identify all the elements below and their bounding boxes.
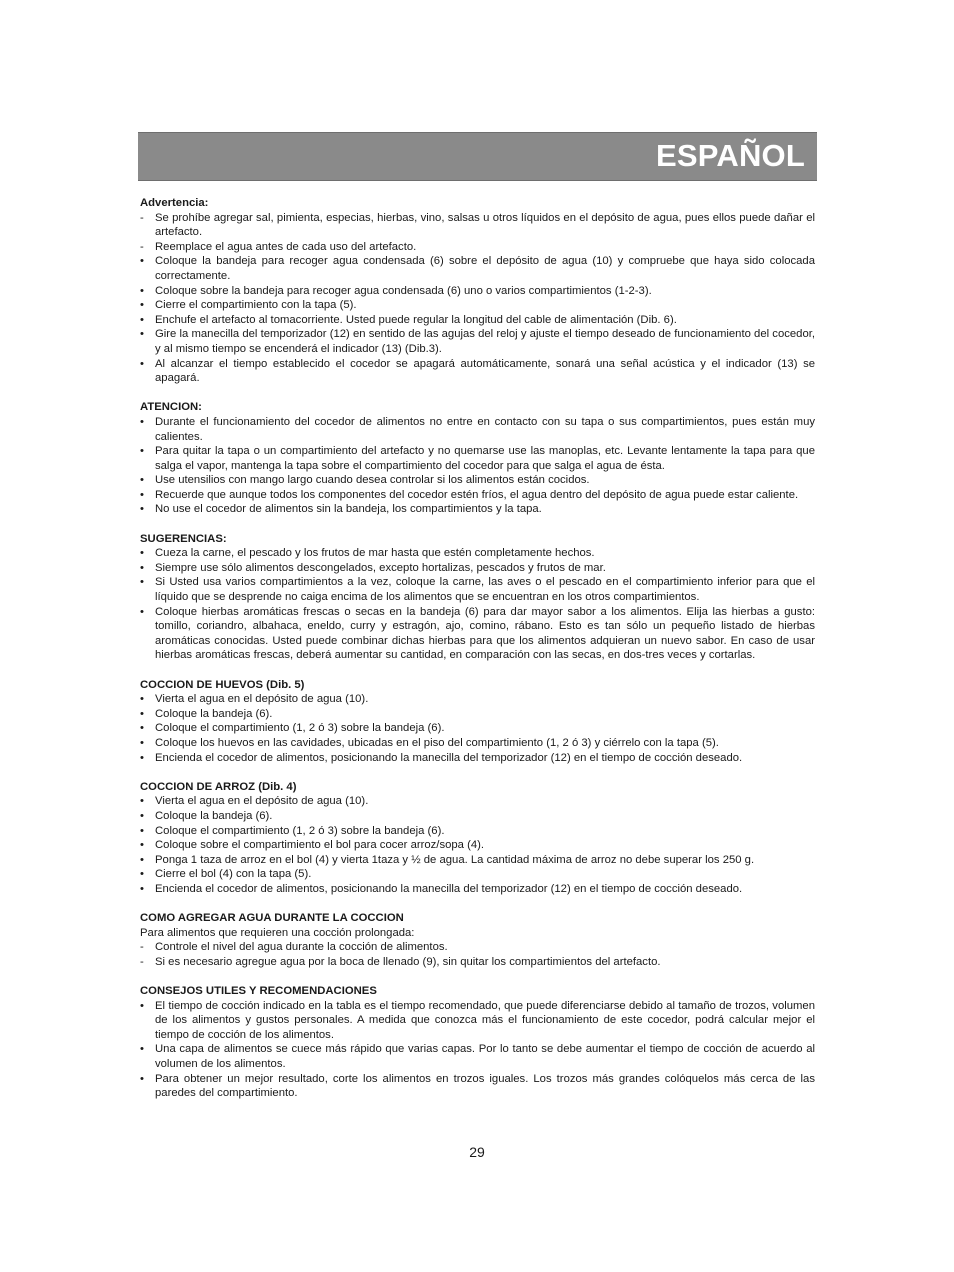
list-item-text: Si Usted usa varios compartimientos a la vez, coloque la carne, las aves o el pescado en el compartimiento inferior para que el líquido que se desprende no caiga encima de los alimentos que se encuentran en los otros compartimientos. xyxy=(155,576,815,604)
list-item-text: Una capa de alimentos se cuece más rápido que varias capas. Por lo tanto se debe aumentar el tiempo de cocción de acuerdo al volumen de los alimentos. xyxy=(155,1043,815,1071)
list-item-text: Coloque el compartimiento (1, 2 ó 3) sobre la bandeja (6). xyxy=(155,824,445,837)
list-item-text: Recuerde que aunque todos los componentes del cocedor estén fríos, el agua dentro del depósito de agua puede estar caliente. xyxy=(155,488,799,501)
section-heading: COCCION DE ARROZ (Dib. 4) xyxy=(140,780,297,793)
item-list xyxy=(140,692,815,765)
section-heading: CONSEJOS UTILES Y RECOMENDACIONES xyxy=(140,985,377,998)
bullet-icon: • xyxy=(140,488,144,501)
list-item xyxy=(140,794,815,809)
list-item xyxy=(140,1042,815,1071)
item-list xyxy=(140,940,815,969)
bullet-icon: • xyxy=(140,824,144,837)
list-item-text: Vierta el agua en el depósito de agua (10). xyxy=(155,795,369,808)
item-list xyxy=(140,415,815,517)
bullet-icon: • xyxy=(140,445,144,458)
section-heading: COCCION DE HUEVOS (Dib. 5) xyxy=(140,678,305,691)
list-item xyxy=(140,955,815,970)
bullet-icon: • xyxy=(140,357,144,370)
list-item-text: Coloque la bandeja para recoger agua condensada (6) sobre el depósito de agua (10) y compruebe que haya sido colocada correctamente. xyxy=(155,255,815,282)
list-item-text: Encienda el cocedor de alimentos, posicionando la manecilla del temporizador (12) en el tiempo de cocción deseado. xyxy=(155,882,743,895)
list-item xyxy=(140,254,815,283)
bullet-icon: • xyxy=(140,795,144,808)
list-item xyxy=(140,444,815,473)
language-title: ESPAÑOL xyxy=(656,138,805,173)
page-number: 29 xyxy=(469,1144,485,1160)
list-item-text: Coloque los huevos en las cavidades, ubicadas en el piso del compartimiento (1, 2 ó 3) y ciérrelo con la tapa (5). xyxy=(155,736,719,749)
list-item xyxy=(140,736,815,751)
bullet-icon: • xyxy=(140,503,144,516)
list-item xyxy=(140,751,815,766)
list-item-text: Use utensilios con mango largo cuando desea controlar si los alimentos están cocidos. xyxy=(155,474,590,487)
item-list xyxy=(140,211,815,386)
list-item xyxy=(140,298,815,313)
section xyxy=(140,400,815,517)
list-item xyxy=(140,809,815,824)
list-item-text: Siempre use sólo alimentos descongelados, excepto hortalizas, pescados y frutos de mar. xyxy=(155,561,606,574)
bullet-icon: • xyxy=(140,853,144,866)
language-header-band xyxy=(138,132,817,181)
list-item-text: Enchufe el artefacto al tomacorriente. Usted puede regular la longitud del cable de alimentación (Dib. 6). xyxy=(155,313,677,326)
list-item xyxy=(140,488,815,503)
section xyxy=(140,678,815,766)
list-item-text: Coloque la bandeja (6). xyxy=(155,707,273,720)
bullet-icon: • xyxy=(140,839,144,852)
list-item xyxy=(140,415,815,444)
section xyxy=(140,532,815,663)
list-item-text: Al alcanzar el tiempo establecido el cocedor se apagará automáticamente, sonará una señal acústica y el indicador (13) se apagará. xyxy=(155,357,815,385)
list-item xyxy=(140,882,815,897)
list-item-text: Gire la manecilla del temporizador (12) en sentido de las agujas del reloj y ajuste el tiempo deseado de funcionamiento del cocedor, y al mismo tiempo se encenderá el indicador (13) (Dib.3). xyxy=(155,328,815,355)
bullet-icon: • xyxy=(140,474,144,487)
list-item-text: Coloque el compartimiento (1, 2 ó 3) sobre la bandeja (6). xyxy=(155,722,445,735)
list-item-text: Cierre el bol (4) con la tapa (5). xyxy=(155,868,312,881)
list-item xyxy=(140,502,815,517)
section xyxy=(140,196,815,386)
bullet-icon: • xyxy=(140,415,144,428)
list-item xyxy=(140,605,815,663)
list-item-text: Para quitar la tapa o un compartimiento del artefacto y no quemarse use las manoplas, etc. Levante lentamente la tapa para que salga el vapor, mantenga la tapa sobre el compartimiento del cocedor para que salga el agua de ésta. xyxy=(155,445,815,472)
section-intro: Para alimentos que requieren una cocción prolongada: xyxy=(140,926,415,939)
bullet-icon: • xyxy=(140,999,144,1012)
bullet-icon: • xyxy=(140,576,144,589)
list-item-text: Encienda el cocedor de alimentos, posicionando la manecilla del temporizador (12) en el tiempo de cocción deseado. xyxy=(155,751,743,764)
section-heading: Advertencia: xyxy=(140,197,209,209)
list-item-text: Coloque la bandeja (6). xyxy=(155,809,273,822)
list-item-text: Se prohíbe agregar sal, pimienta, especias, hierbas, vino, salsas u otros líquidos en el depósito de agua, pues ellos puede dañar el artefacto. xyxy=(155,211,815,239)
list-item xyxy=(140,546,815,561)
list-item xyxy=(140,692,815,707)
bullet-icon: • xyxy=(140,284,144,297)
list-item-text: Controle el nivel del agua durante la cocción de alimentos. xyxy=(155,941,448,954)
bullet-icon: • xyxy=(140,299,144,312)
item-list xyxy=(140,794,815,896)
list-item xyxy=(140,327,815,356)
bullet-icon: • xyxy=(140,868,144,881)
manual-content xyxy=(140,196,815,1101)
list-item-text: Si es necesario agregue agua por la boca de llenado (9), sin quitar los compartimientos del artefacto. xyxy=(155,955,661,968)
list-item xyxy=(140,357,815,386)
section xyxy=(140,984,815,1101)
item-list xyxy=(140,999,815,1101)
list-item xyxy=(140,940,815,955)
section-heading: SUGERENCIAS: xyxy=(140,532,227,545)
list-item xyxy=(140,284,815,299)
bullet-icon: • xyxy=(140,707,144,720)
bullet-icon: • xyxy=(140,313,144,326)
dash-icon: - xyxy=(140,955,144,968)
list-item xyxy=(140,575,815,604)
list-item-text: Cierre el compartimiento con la tapa (5). xyxy=(155,299,357,312)
bullet-icon: • xyxy=(140,328,144,341)
bullet-icon: • xyxy=(140,882,144,895)
list-item-text: No use el cocedor de alimentos sin la bandeja, los compartimientos y la tapa. xyxy=(155,503,542,516)
bullet-icon: • xyxy=(140,736,144,749)
list-item xyxy=(140,473,815,488)
bullet-icon: • xyxy=(140,809,144,822)
list-item xyxy=(140,313,815,328)
list-item xyxy=(140,211,815,240)
list-item xyxy=(140,721,815,736)
item-list xyxy=(140,546,815,663)
list-item xyxy=(140,707,815,722)
list-item xyxy=(140,838,815,853)
list-item xyxy=(140,867,815,882)
list-item-text: Para obtener un mejor resultado, corte los alimentos en trozos iguales. Los trozos más grandes colóquelos más cerca de las paredes del compartimiento. xyxy=(155,1072,815,1100)
list-item-text: Coloque sobre el compartimiento el bol para cocer arroz/sopa (4). xyxy=(155,839,485,852)
section-heading: COMO AGREGAR AGUA DURANTE LA COCCION xyxy=(140,912,404,925)
bullet-icon: • xyxy=(140,1072,144,1085)
list-item xyxy=(140,240,815,255)
bullet-icon: • xyxy=(140,751,144,764)
list-item xyxy=(140,999,815,1043)
list-item-text: Vierta el agua en el depósito de agua (10). xyxy=(155,693,369,706)
bullet-icon: • xyxy=(140,605,144,618)
list-item xyxy=(140,1072,815,1101)
dash-icon: - xyxy=(140,941,144,954)
bullet-icon: • xyxy=(140,561,144,574)
dash-icon: - xyxy=(140,211,144,224)
list-item-text: Cueza la carne, el pescado y los frutos de mar hasta que estén completamente hechos. xyxy=(155,547,595,560)
section xyxy=(140,911,815,969)
section-heading: ATENCION: xyxy=(140,401,202,414)
list-item-text: El tiempo de cocción indicado en la tabla es el tiempo recomendado, que puede diferenciarse debido al tamaño de trozos, volumen de los alimentos y gustos personales. A medida que conozca más el funcionamiento de este cocedor, podrá calcular mejor el tiempo de cocción de los alimentos. xyxy=(155,999,815,1041)
list-item xyxy=(140,561,815,576)
bullet-icon: • xyxy=(140,722,144,735)
bullet-icon: • xyxy=(140,693,144,706)
list-item-text: Reemplace el agua antes de cada uso del artefacto. xyxy=(155,240,417,253)
list-item-text: Coloque hierbas aromáticas frescas o secas en la bandeja (6) para dar mayor sabor a los alimentos. Elija las hierbas a gusto: tomillo, coriandro, albahaca, eneldo, curry y estragón, ajo, comino, rábano. Esto es tan sólo un pequeño listado de hierbas aromáticas conocidas. Usted puede combinar dichas hierbas para que los alimentos adquieran un nuevo sabor. En caso de usar hierbas aromáticas frescas, deberá aumentar su cantidad, en comparación con las secas, en dos-tres veces y cortarlas. xyxy=(155,605,815,662)
dash-icon: - xyxy=(140,240,144,253)
bullet-icon: • xyxy=(140,255,144,268)
section xyxy=(140,780,815,897)
list-item-text: Ponga 1 taza de arroz en el bol (4) y vierta 1taza y ½ de agua. La cantidad máxima de arroz no debe superar los 250 g. xyxy=(155,853,755,866)
list-item xyxy=(140,824,815,839)
bullet-icon: • xyxy=(140,547,144,560)
list-item-text: Coloque sobre la bandeja para recoger agua condensada (6) uno o varios compartimientos (1-2-3). xyxy=(155,284,652,297)
bullet-icon: • xyxy=(140,1043,144,1056)
list-item-text: Durante el funcionamiento del cocedor de alimentos no entre en contacto con su tapa o sus compartimientos, pues están muy calientes. xyxy=(155,415,815,443)
list-item xyxy=(140,853,815,868)
